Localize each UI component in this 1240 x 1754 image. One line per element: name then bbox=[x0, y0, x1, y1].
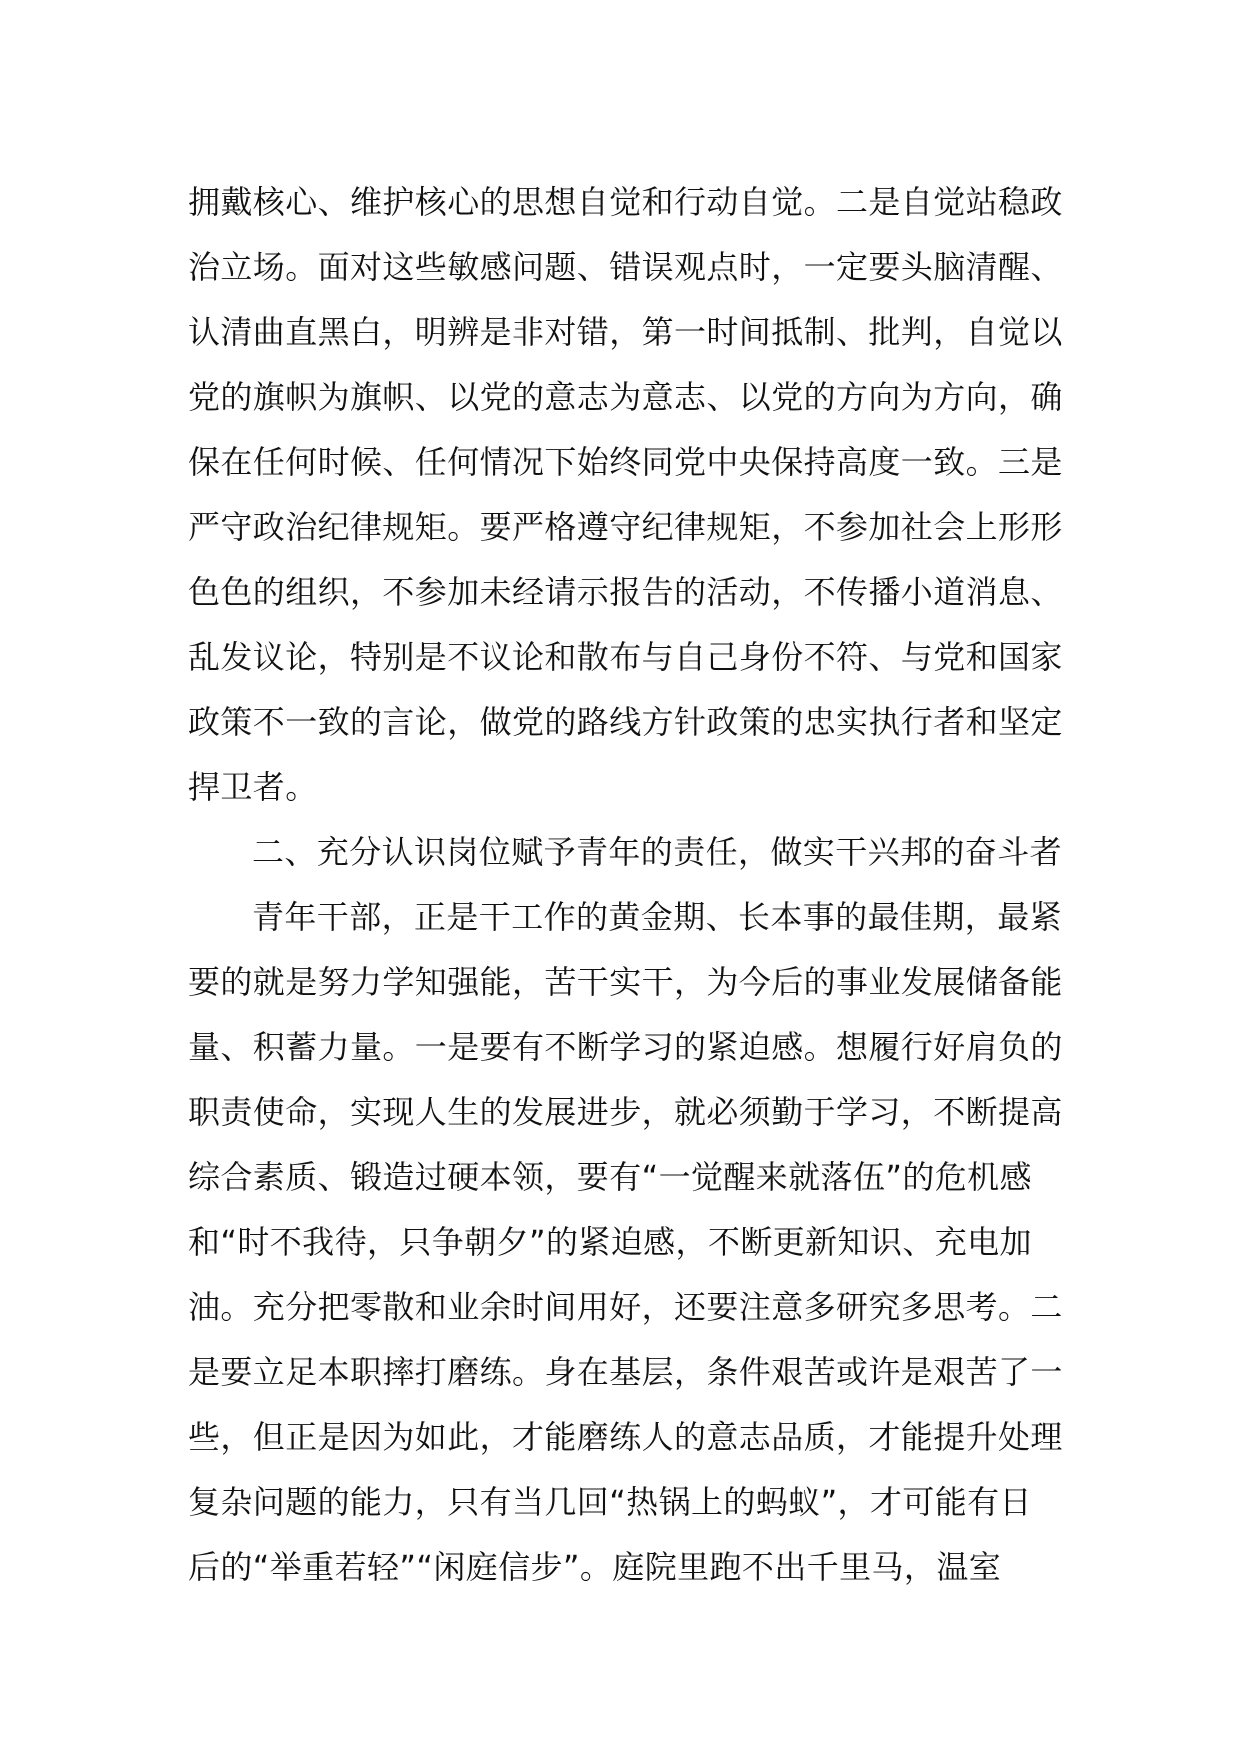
text-line: 综合素质、锻造过硬本领，要有“一觉醒来就落伍”的危机感 bbox=[188, 1158, 1032, 1196]
text-line: 油。充分把零散和业余时间用好，还要注意多研究多思考。二 bbox=[188, 1288, 1063, 1326]
text-line: 些，但正是因为如此，才能磨练人的意志品质，才能提升处理 bbox=[188, 1418, 1063, 1456]
text-line: 复杂问题的能力，只有当几回“热锅上的蚂蚁”，才可能有日 bbox=[188, 1483, 1032, 1521]
text-line: 乱发议论，特别是不议论和散布与自己身份不符、与党和国家 bbox=[188, 638, 1063, 676]
text-line: 量、积蓄力量。一是要有不断学习的紧迫感。想履行好肩负的 bbox=[188, 1028, 1063, 1066]
text-line: 是要立足本职摔打磨练。身在基层，条件艰苦或许是艰苦了一 bbox=[188, 1353, 1063, 1391]
document-page bbox=[188, 170, 1063, 1600]
section-heading: 二、充分认识岗位赋予青年的责任，做实干兴邦的奋斗者 bbox=[252, 833, 1063, 871]
text-line: 青年干部，正是干工作的黄金期、长本事的最佳期，最紧 bbox=[252, 898, 1063, 936]
text-line: 拥戴核心、维护核心的思想自觉和行动自觉。二是自觉站稳政 bbox=[188, 183, 1063, 221]
text-line: 和“时不我待，只争朝夕”的紧迫感，不断更新知识、充电加 bbox=[188, 1223, 1032, 1261]
text-line: 严守政治纪律规矩。要严格遵守纪律规矩，不参加社会上形形 bbox=[188, 508, 1063, 546]
text-line: 认清曲直黑白，明辨是非对错，第一时间抵制、批判，自觉以 bbox=[188, 313, 1063, 351]
text-line: 色色的组织，不参加未经请示报告的活动，不传播小道消息、 bbox=[188, 573, 1063, 611]
text-line: 政策不一致的言论，做党的路线方针政策的忠实执行者和坚定 bbox=[188, 703, 1063, 741]
text-line: 党的旗帜为旗帜、以党的意志为意志、以党的方向为方向，确 bbox=[188, 378, 1063, 416]
text-line: 治立场。面对这些敏感问题、错误观点时，一定要头脑清醒、 bbox=[188, 248, 1063, 286]
text-line: 要的就是努力学知强能，苦干实干，为今后的事业发展储备能 bbox=[188, 963, 1063, 1001]
text-line: 职责使命，实现人生的发展进步，就必须勤于学习，不断提高 bbox=[188, 1093, 1063, 1131]
text-line: 后的“举重若轻”“闲庭信步”。庭院里跑不出千里马，温室 bbox=[188, 1548, 1002, 1586]
text-line: 保在任何时候、任何情况下始终同党中央保持高度一致。三是 bbox=[188, 443, 1063, 481]
text-line: 捍卫者。 bbox=[188, 768, 318, 806]
